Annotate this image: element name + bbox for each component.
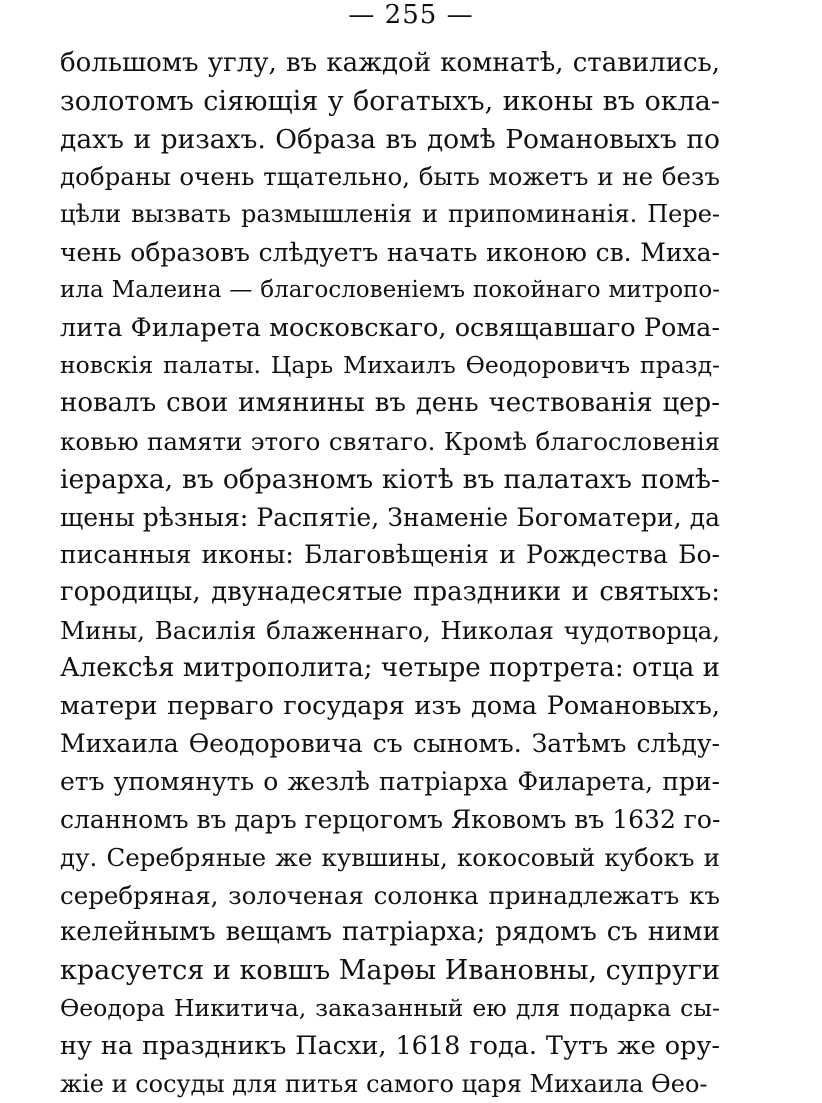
text-line: Михаила Ѳеодоровича съ сыномъ. Затѣмъ слѣду- xyxy=(60,729,720,759)
text-line: матери перваго государя изъ дома Романовыхъ, xyxy=(60,690,720,721)
text-line: ила Малеина — благословеніемъ покойнаго митропо- xyxy=(60,276,720,303)
text-line: іерарха, въ образномъ кіотѣ въ палатахъ помѣ- xyxy=(60,463,720,495)
text-line: дахъ и ризахъ. Образа въ домѣ Романовыхъ по xyxy=(60,123,720,155)
text-line: етъ упомянуть о жезлѣ патріарха Филарета, при- xyxy=(60,767,720,797)
text-line: золотомъ сіяющія у богатыхъ, иконы въ окла- xyxy=(60,85,720,117)
text-line: Мины, Василія блаженнаго, Николая чудотворца, xyxy=(60,615,720,645)
body-text xyxy=(60,45,720,1103)
text-line: большомъ углу, въ каждой комнатѣ, ставились, xyxy=(60,48,720,78)
text-line: новскія палаты. Царь Михаилъ Ѳеодоровичъ празд- xyxy=(60,351,720,380)
text-line: цѣли вызвать размышленія и припоминанія. Пере- xyxy=(60,200,720,229)
text-line: щены рѣзныя: Распятіе, Знаменіе Богоматери, да xyxy=(60,502,720,532)
text-line: жіе и сосуды для питья самого царя Михаила Ѳео- xyxy=(60,1069,708,1098)
text-line: серебряная, золоченая солонка принадлежатъ къ xyxy=(60,880,720,910)
page-number: — 255 — xyxy=(348,0,474,30)
text-line: городицы, двунадесятые праздники и святыхъ: xyxy=(60,577,720,608)
text-line: ну на праздникъ Пасхи, 1618 года. Тутъ же ору- xyxy=(60,1030,720,1061)
text-line: чень образовъ слѣдуетъ начать иконою св. Миха- xyxy=(60,237,720,267)
text-line: лита Филарета московскаго, освящавшаго Рома- xyxy=(60,312,720,343)
text-line: новалъ свои имянины въ день чествованія цер- xyxy=(60,388,720,419)
text-line: ковью памяти этого святаго. Кромѣ благословенія xyxy=(60,426,720,456)
text-line: келейнымъ вещамъ патріарха; рядомъ съ ними xyxy=(60,917,720,948)
text-line: писанныя иконы: Благовѣщенія и Рождества Бо- xyxy=(60,540,720,570)
text-line: ду. Серебряные же кувшины, кокосовый кубокъ и xyxy=(60,842,720,872)
text-line: Алексѣя митрополита; четыре портрета: отца и xyxy=(60,652,720,683)
text-line: красуется и ковшъ Марѳы Ивановны, супруги xyxy=(60,955,720,987)
text-line: сланномъ въ даръ герцогомъ Яковомъ въ 1632 го- xyxy=(60,804,720,834)
text-line: добраны очень тщательно, быть можетъ и не безъ xyxy=(60,162,720,192)
text-line: Ѳеодора Никитича, заказанный ею для подарка сы- xyxy=(60,993,720,1022)
